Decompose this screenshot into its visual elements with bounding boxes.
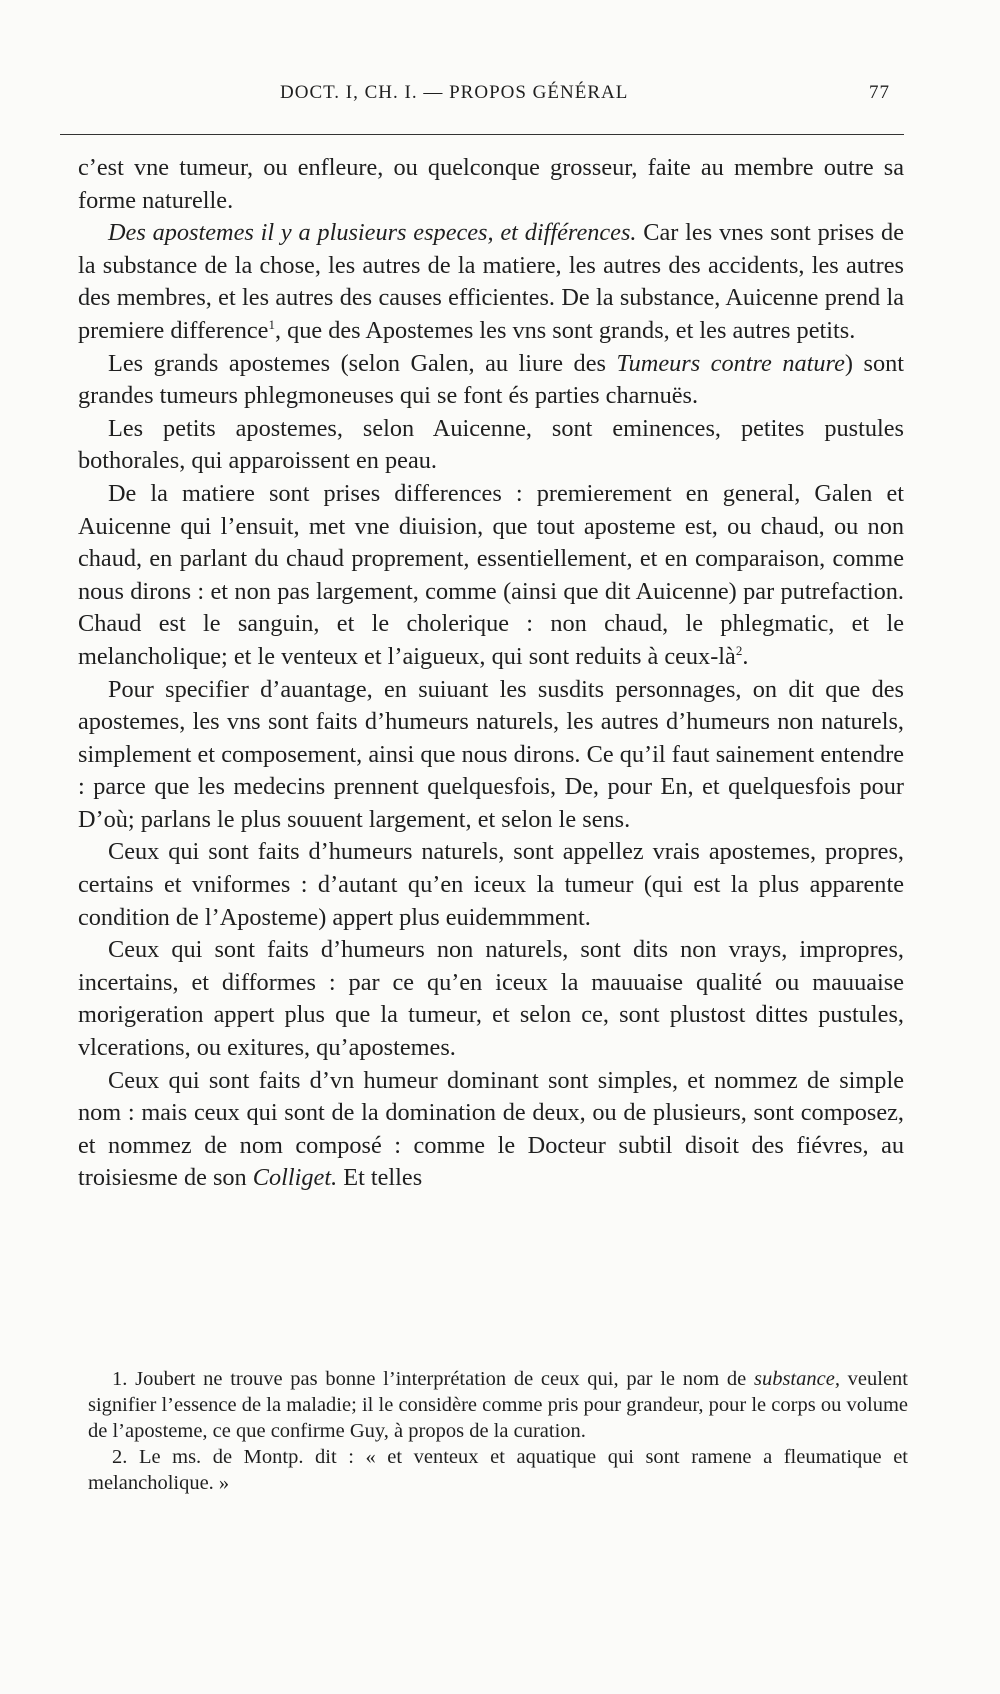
paragraph — [78, 348, 904, 413]
paragraph — [78, 217, 904, 347]
paragraph-text: Ceux qui sont faits d’humeurs non naturels, sont dits non vrays, impropres, incertains, et difformes : par ce qu’en iceux la mauuaise qualité ou mauuaise morigeration appert plus que la tumeur, et selon ce, sont plustost dittes pustules, vlcerations, ou exitures, qu’apostemes. — [78, 936, 904, 1062]
footnote-2 — [88, 1444, 908, 1496]
paragraph — [78, 934, 904, 1064]
paragraph-text: Les petits apostemes, selon Auicenne, sont eminences, petites pustules bothorales, qui apparoissent en peau. — [78, 414, 904, 475]
paragraph — [78, 674, 904, 837]
paragraph-text: Et telles — [337, 1164, 423, 1192]
paragraph — [78, 413, 904, 478]
footnotes — [88, 1366, 908, 1496]
paragraph-text: Ceux qui sont faits d’humeurs naturels, sont appellez vrais apostemes, propres, certains et vniformes : d’autant qu’en iceux la tumeur (qui est la plus apparente condition de l’Aposteme) appert plus euidemmment. — [78, 838, 904, 931]
paragraph — [78, 1065, 904, 1195]
italic-title: Tumeurs contre nature — [616, 349, 845, 377]
footnote-1 — [88, 1366, 908, 1444]
page-number: 77 — [869, 82, 890, 103]
paragraph-text: Ceux qui sont faits d’vn humeur dominant sont simples, et nommez de simple nom : mais ceux qui sont de la domination de deux, ou de plusieurs, sont composez, et nommez de nom composé : comme le Docteur subtil disoit des fiévres, au troisiesme de son — [78, 1066, 904, 1192]
header-rule — [60, 134, 904, 135]
paragraph — [78, 152, 904, 217]
running-title: DOCT. I, CH. I. — PROPOS GÉNÉRAL — [280, 82, 629, 103]
running-head — [60, 82, 890, 112]
footnote-text: veulent signifier l’essence de la maladie; il le considère comme pris pour grandeur, pour le corps ou volume de l’aposteme, ce que confirme Guy, à propos de la curation. — [88, 1368, 909, 1442]
italic-phrase: Des apostemes il y a plusieurs especes, et différences. — [108, 219, 637, 247]
paragraph — [78, 478, 904, 674]
footnote-marker: 1 — [268, 316, 275, 332]
main-text — [78, 152, 904, 1195]
footnote-marker: 2 — [735, 642, 743, 658]
paragraph — [78, 836, 904, 934]
paragraph-text: Les grands apostemes (selon Galen, au liure des — [108, 349, 617, 377]
paragraph-text: , que des Apostemes les vns sont grands, et les autres petits. — [274, 316, 856, 344]
paragraph-text: De la matiere sont prises differences : premierement en general, Galen et Auicenne qui l’ensuit, met vne diuision, que tout aposteme est, ou chaud, ou non chaud, en parlant du chaud proprement, essentiellement, et en comparaison, comme nous dirons : et non pas largement, comme (ainsi que dit Auicenne) par putrefaction. Chaud est le sanguin, et le cholerique : non chaud, le phlegmatic, et le melancholique; et le venteux et l’aigueux, qui sont reduits à ceux-là — [78, 479, 904, 670]
paragraph-text: . — [742, 642, 749, 670]
paragraph-text: Car les vnes sont prises de la substance de la chose, les autres de la matiere, les autres des accidents, les autres des membres, et les autres des causes efficientes. De la substance, Auicenne prend la premiere difference — [78, 219, 904, 344]
paragraph-text: c’est vne tumeur, ou enfleure, ou quelconque grosseur, faite au membre outre sa forme naturelle. — [78, 154, 904, 214]
footnote-text: 2. Le ms. de Montp. dit : « et venteux et aquatique qui sont ramene a fleumatique et melancholique. » — [88, 1446, 908, 1494]
paragraph-text: ) sont grandes tumeurs phlegmoneuses qui se font és parties charnuës. — [78, 349, 904, 410]
italic-word: substance, — [753, 1368, 840, 1390]
italic-title: Colliget. — [252, 1164, 338, 1192]
paragraph-text: Pour specifier d’auantage, en suiuant les susdits personnages, on dit que des apostemes, les vns sont faits d’humeurs naturels, les autres d’humeurs non naturels, simplement et composement, ainsi que nous dirons. Ce qu’il faut sainement entendre : parce que les medecins prennent quelquesfois, De, pour En, et quelquesfois pour D’où; parlans le plus souuent largement, et selon le sens. — [78, 675, 904, 833]
footnote-text: 1. Joubert ne trouve pas bonne l’interprétation de ceux qui, par le nom de — [112, 1368, 754, 1390]
